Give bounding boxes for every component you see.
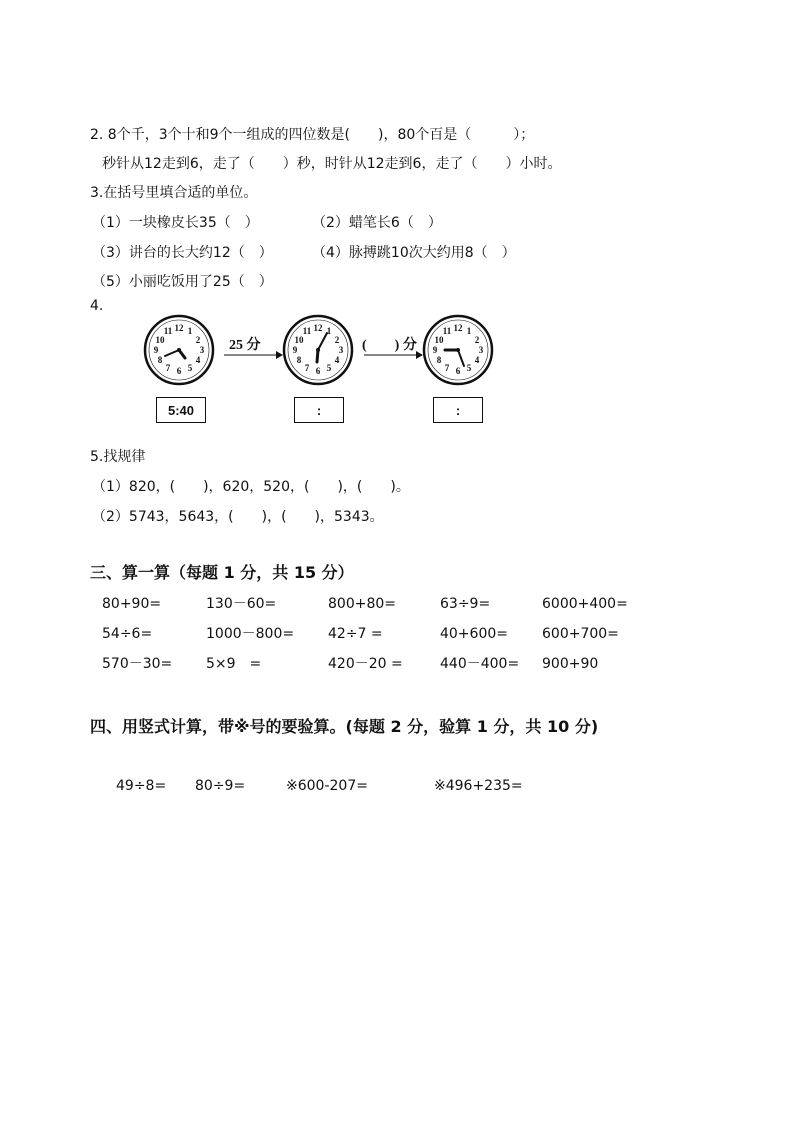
q2-line-1: 2. 8个千，3个十和9个一组成的四位数是( )，80个百是（ ）； xyxy=(90,127,535,143)
svg-text:5: 5 xyxy=(466,363,472,373)
svg-text:10: 10 xyxy=(155,335,165,345)
svg-text:2: 2 xyxy=(195,335,201,345)
svg-text:12: 12 xyxy=(313,323,323,333)
calc-item: 570－30= xyxy=(102,656,173,672)
vertical-calc-item: ※600-207= xyxy=(286,778,368,794)
calc-item: 5×9 = xyxy=(206,656,262,672)
q3-item-5: （5）小丽吃饭用了25（ ） xyxy=(92,274,273,290)
clock-face-2 xyxy=(284,316,352,384)
svg-text:1: 1 xyxy=(187,326,193,336)
svg-text:3: 3 xyxy=(338,345,344,355)
svg-text:10: 10 xyxy=(294,335,304,345)
svg-text:7: 7 xyxy=(165,363,171,373)
calc-item: 800+80= xyxy=(328,596,396,612)
q5-item-2: （2）5743，5643，( )，( )，5343。 xyxy=(92,509,384,525)
calc-item: 80+90= xyxy=(102,596,162,612)
vertical-calc-item: 49÷8= xyxy=(116,778,167,794)
q5-title: 5.找规律 xyxy=(90,449,146,465)
svg-text:8: 8 xyxy=(157,355,163,365)
svg-text:2: 2 xyxy=(474,335,480,345)
svg-text:7: 7 xyxy=(444,363,450,373)
svg-text:8: 8 xyxy=(436,355,442,365)
time-box-2: : xyxy=(294,397,344,423)
q3-item-2: （2）蜡笔长6（ ） xyxy=(312,215,442,231)
section-3-title: 三、算一算（每题 1 分，共 15 分） xyxy=(90,563,354,582)
svg-text:9: 9 xyxy=(432,345,438,355)
clock-face-3 xyxy=(424,316,492,384)
svg-text:12: 12 xyxy=(174,323,184,333)
svg-text:6: 6 xyxy=(315,366,321,376)
calc-item: 440－400= xyxy=(440,656,520,672)
svg-text:11: 11 xyxy=(302,326,312,336)
q3-item-1: （1）一块橡皮长35（ ） xyxy=(92,215,259,231)
calc-item: 130－60= xyxy=(206,596,277,612)
svg-text:8: 8 xyxy=(296,355,302,365)
q3-item-4: （4）脉搏跳10次大约用8（ ） xyxy=(312,245,516,261)
svg-text:4: 4 xyxy=(195,355,201,365)
svg-text:6: 6 xyxy=(176,366,182,376)
svg-text:9: 9 xyxy=(292,345,298,355)
q5-item-1: （1）820，( )，620，520，( )，( )。 xyxy=(92,479,410,495)
time-box-3: : xyxy=(433,397,483,423)
calc-item: 40+600= xyxy=(440,626,508,642)
svg-text:9: 9 xyxy=(153,345,159,355)
calc-item: 6000+400= xyxy=(542,596,628,612)
time-box-1: 5:40 xyxy=(156,397,206,423)
q3-item-3: （3）讲台的长大约12（ ） xyxy=(92,245,273,261)
calc-item: 54÷6= xyxy=(102,626,153,642)
arrow-2-label: ( ) 分 xyxy=(362,338,417,353)
svg-text:2: 2 xyxy=(334,335,340,345)
clock-face-1 xyxy=(145,316,213,384)
svg-text:4: 4 xyxy=(474,355,480,365)
section-4-title: 四、用竖式计算，带※号的要验算。(每题 2 分，验算 1 分，共 10 分) xyxy=(90,717,599,736)
calc-item: 600+700= xyxy=(542,626,619,642)
svg-text:11: 11 xyxy=(442,326,452,336)
svg-text:5: 5 xyxy=(187,363,193,373)
clock-diagram xyxy=(0,0,794,440)
calc-item: 420－20 = xyxy=(328,656,403,672)
calc-item: 63÷9= xyxy=(440,596,491,612)
q4-title: 4. xyxy=(90,298,104,314)
arrow-1-label: 25 分 xyxy=(229,338,261,353)
vertical-calc-item: 80÷9= xyxy=(195,778,246,794)
svg-text:1: 1 xyxy=(326,326,332,336)
svg-text:10: 10 xyxy=(434,335,444,345)
svg-text:7: 7 xyxy=(304,363,310,373)
q3-title: 3.在括号里填合适的单位。 xyxy=(90,185,258,201)
svg-text:5: 5 xyxy=(326,363,332,373)
vertical-calc-item: ※496+235= xyxy=(434,778,523,794)
svg-text:4: 4 xyxy=(334,355,340,365)
svg-text:11: 11 xyxy=(163,326,173,336)
q2-line-2: 秒针从12走到6，走了（ ）秒，时针从12走到6，走了（ ）小时。 xyxy=(102,156,562,172)
calc-item: 1000－800= xyxy=(206,626,295,642)
svg-text:12: 12 xyxy=(453,323,463,333)
calc-item: 900+90 xyxy=(542,656,599,672)
svg-text:1: 1 xyxy=(466,326,472,336)
svg-text:3: 3 xyxy=(478,345,484,355)
svg-text:6: 6 xyxy=(455,366,461,376)
calc-item: 42÷7 = xyxy=(328,626,383,642)
svg-text:3: 3 xyxy=(199,345,205,355)
